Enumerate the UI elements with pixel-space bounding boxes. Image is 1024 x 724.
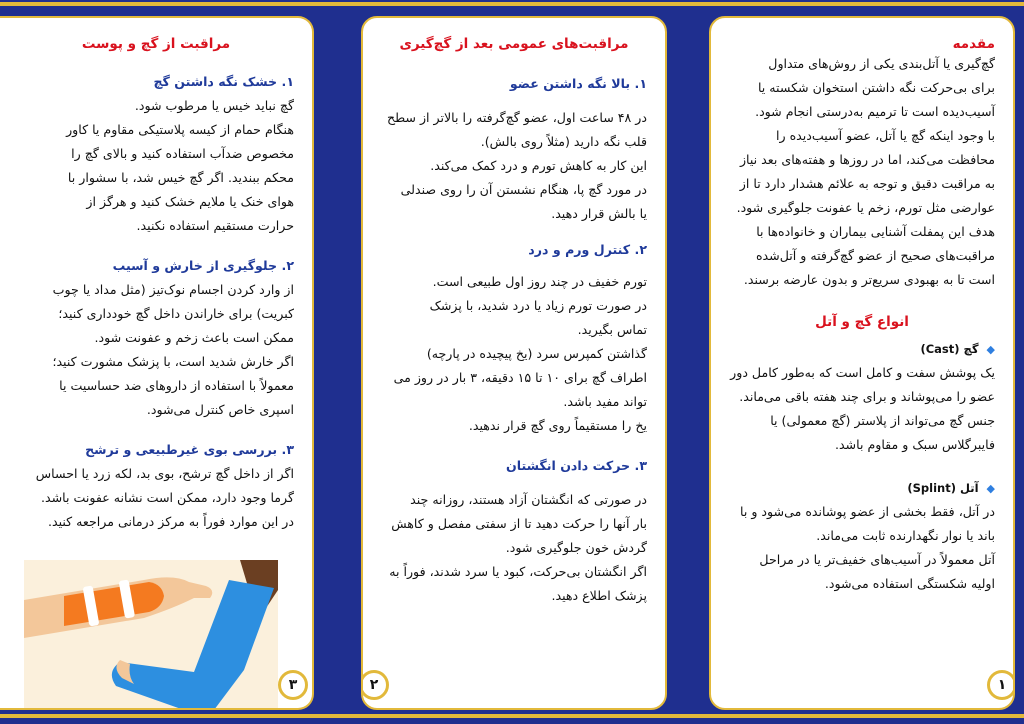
intro-line: با وجود اینکه گچ یا آتل، عضو آسیب‌دیده را — [776, 128, 995, 143]
section-line: اگر انگشتان بی‌حرکت، کبود یا سرد شدند، فوراً به — [389, 564, 647, 579]
section-line: در این موارد فوراً به مرکز درمانی مراجعه کنید. — [47, 514, 294, 529]
splint-line: باند یا نوار نگهدارنده ثابت می‌ماند. — [816, 528, 995, 543]
section-line: قلب نگه دارید (مثلاً روی بالش). — [480, 134, 647, 149]
section-line: پزشک اطلاع دهید. — [551, 588, 647, 603]
types-title: انواع گچ و آتل — [815, 314, 909, 330]
section-line: تواند مفید باشد. — [563, 394, 647, 409]
intro-text — [711, 52, 1013, 292]
splint-line: در آتل، فقط بخشی از عضو پوشانده می‌شود و با — [739, 504, 995, 519]
section-line: گرما وجود دارد، ممکن است نشانه عفونت باشد. — [41, 490, 294, 505]
splint-line: آتل معمولاً در آسیب‌های خفیف‌تر یا در مراحل — [759, 552, 995, 567]
section-heading: ۲. جلوگیری از خارش و آسیب — [112, 258, 294, 273]
cast-line: فایبرگلاس سبک و مقاوم باشد. — [834, 437, 995, 452]
section-heading: ۲. کنترل ورم و درد — [528, 242, 647, 257]
panel2-title: مراقبت‌های عمومی بعد از گچ‌گیری — [399, 36, 629, 52]
intro-line: گچ‌گیری یا آتل‌بندی یکی از روش‌های متداول — [768, 56, 995, 71]
section-line: معمولاً با استفاده از داروهای ضد حساسیت یا — [59, 378, 294, 393]
section-line: حرارت مستقیم استفاده نکنید. — [136, 218, 294, 233]
splint-label: آتل (Splint) — [907, 481, 979, 495]
page-number-badge: ۳ — [278, 670, 308, 700]
section-line: گردش خون جلوگیری شود. — [505, 540, 647, 555]
cast-illustration-icon — [24, 560, 278, 710]
section-line: کبریت) برای خاراندن داخل گچ خودداری کنید؛ — [58, 306, 294, 321]
section-line: اسپری خاص کنترل می‌شود. — [146, 402, 294, 417]
cast-line: یک پوشش سفت و کامل است که به‌طور کامل دور — [730, 365, 995, 380]
section-line: در صورت تورم زیاد یا درد شدید، با پزشک — [429, 298, 647, 313]
section-line: از وارد کردن اجسام نوک‌تیز (مثل مداد یا چوب — [52, 282, 294, 297]
panel-general-care — [361, 16, 667, 710]
section-heading: ۱. خشک نگه داشتن گچ — [153, 74, 294, 89]
section-line: تماس بگیرید. — [577, 322, 647, 337]
section-line: یخ را مستقیماً روی گچ قرار ندهید. — [468, 418, 647, 433]
cast-line: عضو را می‌پوشاند و برای چند هفته باقی می‌ماند. — [739, 389, 995, 404]
section-heading: ۱. بالا نگه داشتن عضو — [509, 76, 647, 91]
section-line: در صورتی که انگشتان آزاد هستند، روزانه چند — [410, 492, 647, 507]
section-line: مخصوص ضدآب استفاده کنید و بالای گچ را — [71, 146, 294, 161]
intro-line: محافظت می‌کند، اما در روزها و هفته‌های بعد نیاز — [739, 152, 995, 167]
page-number-badge: ۲ — [361, 670, 389, 700]
intro-line: به مراقبت دقیق و توجه به علائم هشدار دارد تا از — [739, 176, 995, 191]
panel-cast-skin-care — [0, 16, 314, 710]
section-line: هوای خنک یا ملایم خشک کنید و هرگز از — [86, 194, 294, 209]
section-heading: ۳. بررسی بوی غیرطبیعی و ترشح — [85, 442, 294, 457]
cast-line: جنس گچ می‌تواند از پلاستر (گچ معمولی) یا — [770, 413, 995, 428]
section-line: یا بالش قرار دهید. — [551, 206, 647, 221]
intro-line: عوارضی مثل تورم، زخم یا عفونت جلوگیری شود. — [736, 200, 995, 215]
diamond-bullet-icon: ◆ — [986, 482, 995, 495]
section-line: در ۴۸ ساعت اول، عضو گچ‌گرفته را بالاتر از سطح — [386, 110, 647, 125]
panel3-title: مراقبت از گچ و پوست — [81, 36, 231, 52]
panel-introduction — [709, 16, 1015, 710]
section-line: تورم خفیف در چند روز اول طبیعی است. — [432, 274, 647, 289]
splint-line: اولیه شکستگی استفاده می‌شود. — [824, 576, 995, 591]
cast-label: گچ (Cast) — [920, 342, 979, 356]
intro-line: است تا به بهبودی سریع‌تر و بدون عارضه برسند. — [743, 272, 995, 287]
section-heading: ۳. حرکت دادن انگشتان — [506, 458, 647, 473]
page-number-badge: ۱ — [987, 670, 1015, 700]
section-line: این کار به کاهش تورم و درد کمک می‌کند. — [430, 158, 647, 173]
section-line: ممکن است باعث زخم و عفونت شود. — [94, 330, 294, 345]
intro-line: هدف این پمفلت آشنایی بیماران و خانواده‌ها با — [756, 224, 995, 239]
section-line: هنگام حمام از کیسه پلاستیکی مقاوم یا کاور — [66, 122, 294, 137]
bottom-stripe — [0, 714, 1024, 718]
intro-line: مراقبت‌های صحیح از عضو گچ‌گرفته و آتل‌شده — [755, 248, 995, 263]
section-line: در مورد گچ پا، هنگام نشستن آن را روی صندلی — [400, 182, 647, 197]
splint-label-row — [729, 477, 995, 500]
section-line: محکم ببندید. اگر گچ خیس شد، با سشوار با — [67, 170, 294, 185]
section-line: اگر خارش شدید است، با پزشک مشورت کنید؛ — [52, 354, 294, 369]
panel1-title: مقدمه — [952, 36, 995, 52]
section-line: گچ نباید خیس یا مرطوب شود. — [134, 98, 294, 113]
diamond-bullet-icon: ◆ — [986, 343, 995, 356]
section-line: اطراف گچ برای ۱۰ تا ۱۵ دقیقه، ۳ بار در روز می — [393, 370, 647, 385]
intro-line: برای بی‌حرکت نگه داشتن استخوان شکسته یا — [757, 80, 995, 95]
intro-line: آسیب‌دیده است تا ترمیم به‌درستی انجام شود. — [755, 104, 995, 119]
section-line: اگر از داخل گچ ترشح، بوی بد، لکه زرد یا احساس — [35, 466, 294, 481]
section-line: بار آنها را حرکت دهید تا از سفتی مفصل و کاهش — [391, 516, 647, 531]
top-stripe — [0, 2, 1024, 6]
cast-label-row — [729, 338, 995, 361]
section-line: گذاشتن کمپرس سرد (یخ پیچیده در پارچه) — [426, 346, 647, 361]
